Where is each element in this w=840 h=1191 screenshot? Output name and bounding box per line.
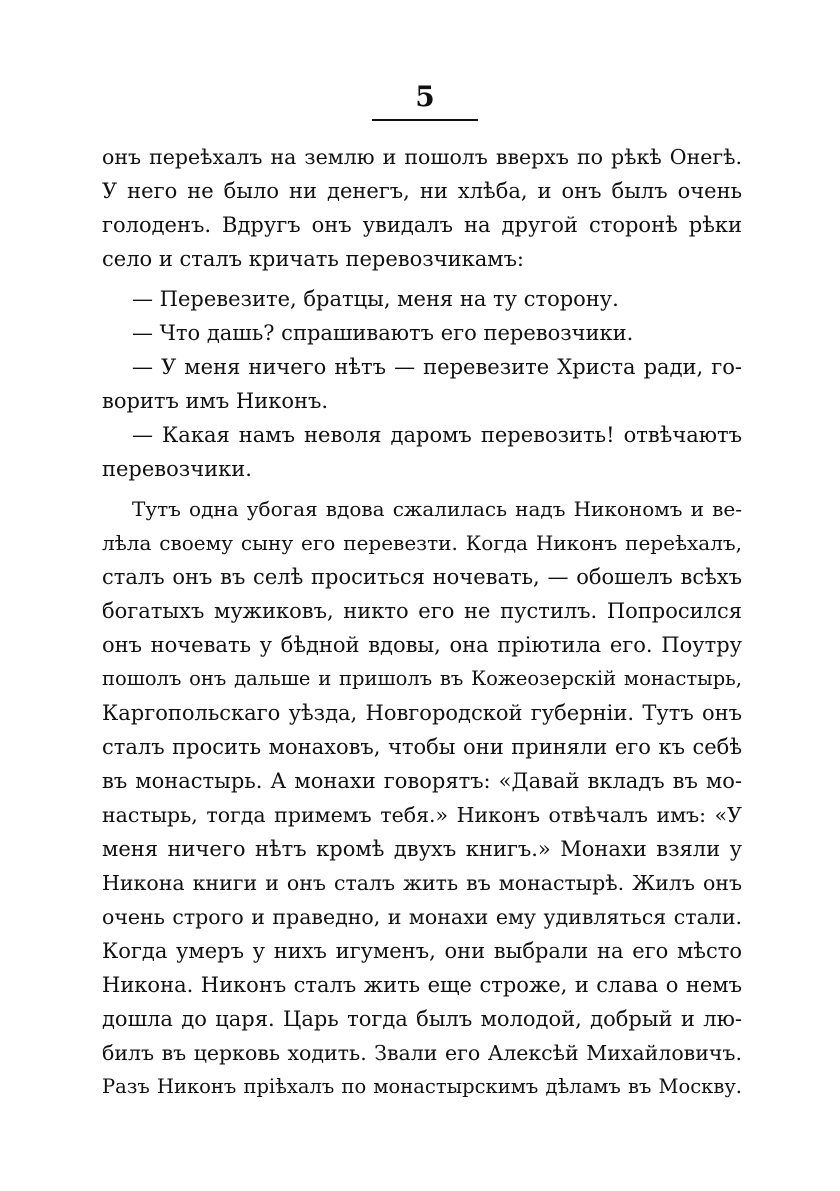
text-line: перевозчики.: [102, 457, 252, 481]
dialogue-line: — Что дашь? спрашиваютъ его перевозчики.: [132, 321, 634, 345]
text-line: Никона. Никонъ сталъ жить еще строже, и слава о немъ: [102, 973, 742, 997]
dialogue-line: — Какая намъ неволя даромъ перевозить! отвѣчаютъ: [132, 423, 742, 447]
text-line: въ монастырь. А монахи говорятъ: «Давай вкладъ въ мо-: [102, 769, 742, 793]
text-line: билъ въ церковь ходить. Звали его Алексѣй Михайловичъ.: [102, 1041, 742, 1065]
text-line: настырь, тогда примемъ тебя.» Никонъ отвѣчалъ имъ: «У: [102, 803, 742, 827]
text-line: воритъ имъ Никонъ.: [102, 389, 329, 413]
page-number: 5: [415, 80, 435, 113]
page-number-rule: [372, 119, 478, 121]
text-line: онъ переѣхалъ на землю и пошолъ вверхъ по рѣкѣ Онегѣ.: [102, 145, 742, 169]
text-line: очень строго и праведно, и монахи ему удивляться стали.: [102, 905, 742, 929]
text-line: меня ничего нѣтъ кромѣ двухъ книгъ.» Монахи взяли у: [102, 837, 742, 861]
text-line: сталъ онъ въ селѣ проситься ночевать, — обошелъ всѣхъ: [102, 565, 742, 589]
text-line: лѣла своему сыну его перевезти. Когда Никонъ переѣхалъ,: [102, 531, 742, 555]
text-line: сталъ просить монаховъ, чтобы они приняли его къ себѣ: [102, 735, 742, 759]
dialogue-line: — Перевезите, братцы, меня на ту сторону.: [132, 287, 619, 311]
dialogue-line: — У меня ничего нѣтъ — перевезите Христа ради, го-: [132, 355, 742, 379]
paragraph-first-line: Тутъ одна убогая вдова сжалилась надъ Никономъ и ве-: [132, 497, 742, 521]
text-line: богатыхъ мужиковъ, никто его не пустилъ. Попросился: [102, 599, 742, 623]
text-line: Никона книги и онъ сталъ жить въ монастырѣ. Жилъ онъ: [102, 871, 742, 895]
text-line: Каргопольскаго уѣзда, Новгородской губерніи. Тутъ онъ: [102, 701, 742, 725]
text-line: Разъ Никонъ пріѣхалъ по монастырскимъ дѣламъ въ Москву.: [102, 1075, 742, 1098]
text-line: пошолъ онъ дальше и пришолъ въ Кожеозерскій монастырь,: [102, 667, 742, 690]
text-line: голоденъ. Вдругъ онъ увидалъ на другой сторонѣ рѣки: [102, 213, 742, 237]
text-line: дошла до царя. Царь тогда былъ молодой, добрый и лю-: [102, 1007, 742, 1031]
text-line: У него не было ни денегъ, ни хлѣба, и онъ былъ очень: [102, 179, 742, 203]
text-line: село и сталъ кричать перевозчикамъ:: [102, 247, 524, 271]
text-line: Когда умеръ у нихъ игуменъ, они выбрали на его мѣсто: [102, 939, 742, 963]
text-line: онъ ночевать у бѣдной вдовы, она пріютила его. Поутру: [102, 633, 742, 657]
